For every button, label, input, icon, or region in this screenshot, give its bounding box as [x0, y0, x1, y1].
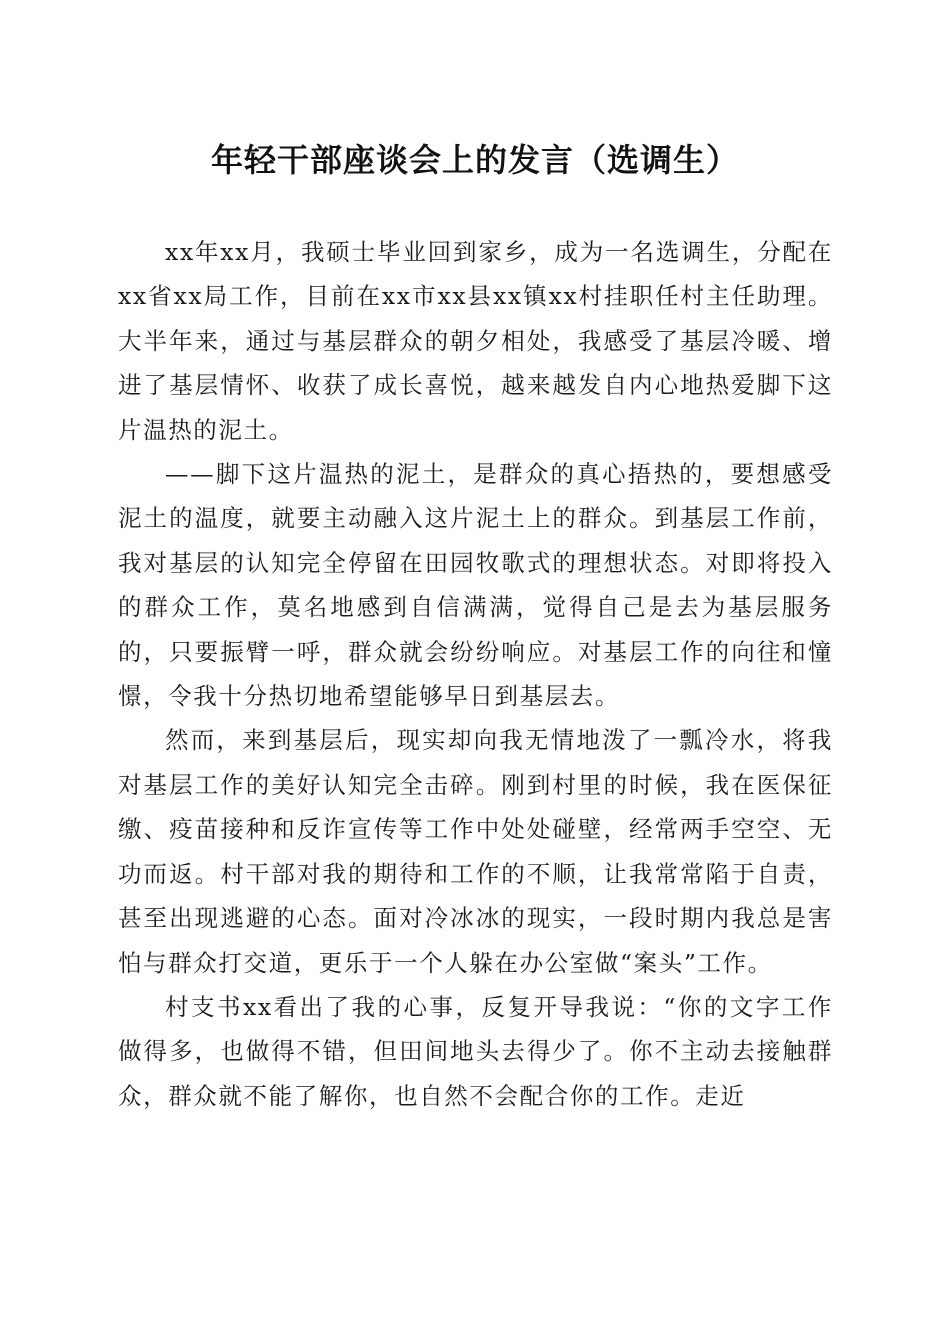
document-title: 年轻干部座谈会上的发言（选调生） [210, 141, 739, 179]
paragraph-2: ——脚下这片温热的泥土，是群众的真心捂热的，要想感受泥土的温度，就要主动融入这片泥土上的群众。到基层工作前，我对基层的认知完全停留在田园牧歌式的理想状态。对即将投入的群众工作，莫名地感到自信满满，觉得自己是去为基层服务的，只要振臂一呼，群众就会纷纷响应。对基层工作的向往和憧憬，令我十分热切地希望能够早日到基层去。 [118, 460, 833, 711]
paragraph-3: 然而，来到基层后，现实却向我无情地泼了一瓢冷水，将我对基层工作的美好认知完全击碎。刚到村里的时候，我在医保征缴、疫苗接种和反诈宣传等工作中处处碰壁，经常两手空空、无功而返。村干部对我的期待和工作的不顺，让我常常陷于自责，甚至出现逃避的心态。面对冷冰冰的现实，一段时期内我总是害怕与群众打交道，更乐于一个人躲在办公室做“案头”工作。 [118, 726, 833, 977]
document-body [118, 230, 833, 1118]
paragraph-4: 村支书xx看出了我的心事，反复开导我说：“你的文字工作做得多，也做得不错，但田间地头去得少了。你不主动去接触群众，群众就不能了解你，也自然不会配合你的工作。走近 [118, 992, 833, 1110]
paragraph-1: xx年xx月，我硕士毕业回到家乡，成为一名选调生，分配在xx省xx局工作，目前在xx市xx县xx镇xx村挂职任村主任助理。大半年来，通过与基层群众的朝夕相处，我感受了基层冷暖、增进了基层情怀、收获了成长喜悦，越来越发自内心地热爱脚下这片温热的泥土。 [118, 238, 833, 444]
